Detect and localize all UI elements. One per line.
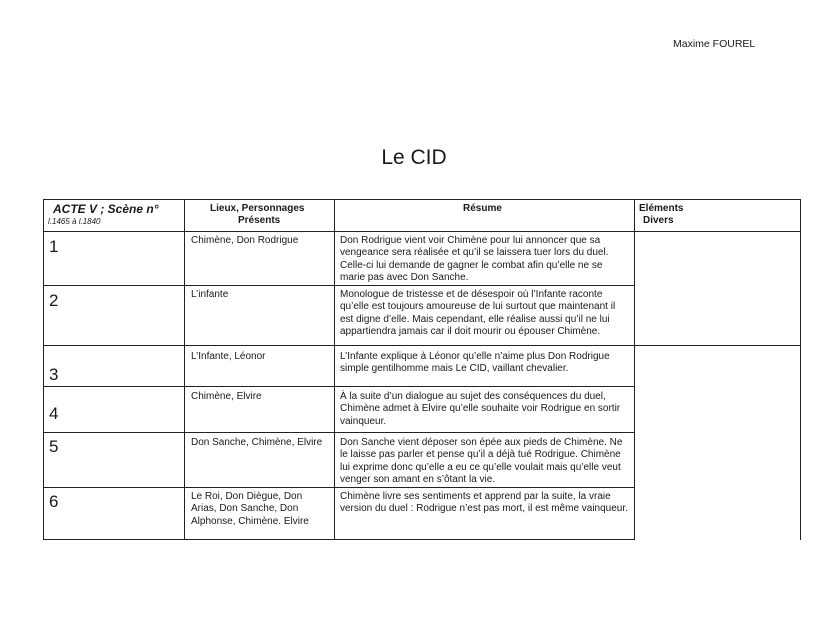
header-elements: Eléments: [639, 203, 684, 214]
header-divers: Divers: [643, 215, 674, 226]
column-divider: [334, 199, 335, 540]
header-lieux-personnages: Lieux, Personnages: [210, 203, 305, 214]
header-presents: Présents: [238, 215, 281, 226]
header-acte: ACTE V ; Scène n°: [53, 202, 159, 216]
resume-cell: Chimène livre ses sentiments et apprend par la suite, la vraie version du duel : Rodrigue n’est pas mort, il est même vainqueur.: [340, 491, 628, 515]
personnages-cell: Don Sanche, Chimène, Elvire: [191, 437, 323, 448]
row-divider: [43, 345, 801, 346]
resume-cell: À la suite d’un dialogue au sujet des conséquences du duel, Chimène admet à Elvire qu’elle souhaite voir Rodrigue en sortir vainqueur.: [340, 391, 621, 427]
scene-number: 4: [49, 404, 59, 423]
table-border-bottom: [43, 539, 634, 540]
resume-cell: Don Sanche vient déposer son épée aux pieds de Chimène. Ne le laisse pas parler et pense qu’il a déjà tué Rodrigue. Chimène lui exprime donc qu’elle a eu ce qu’elle voulait mais qu’elle veut venger son amant en s’ôtant la vie.: [340, 437, 623, 485]
scene-number: 3: [49, 365, 59, 384]
row-divider: [43, 386, 634, 387]
header-line-range: l.1465 à l.1840: [48, 217, 101, 226]
table-border-left: [43, 199, 44, 540]
author-name: Maxime FOUREL: [673, 38, 756, 50]
document-title: Le CID: [381, 146, 447, 169]
column-divider: [634, 199, 635, 540]
personnages-cell: L’Infante, Léonor: [191, 351, 266, 362]
row-divider: [43, 432, 634, 433]
personnages-cell: Le Roi, Don Diègue, Don Arias, Don Sanche, Don Alphonse, Chimène. Elvire: [191, 491, 309, 527]
header-resume: Résume: [463, 203, 502, 214]
column-divider: [184, 199, 185, 540]
resume-cell: L’Infante explique à Léonor qu’elle n’aime plus Don Rodrigue simple gentilhomme mais Le CID, vaillant chevalier.: [340, 351, 610, 375]
scene-number: 5: [49, 437, 59, 456]
personnages-cell: L’infante: [191, 289, 229, 300]
personnages-cell: Chimène, Elvire: [191, 391, 262, 402]
table-border-top: [43, 199, 801, 200]
row-divider: [43, 487, 634, 488]
header-divider: [43, 231, 801, 232]
resume-cell: Monologue de tristesse et de désespoir où l’Infante raconte qu’elle est toujours amoureuse de lui surtout que maintenant il est digne d’elle. Mais cependant, elle réalise aussi qu’il ne lui appartiendra jamais car il doit mourir ou épouser Chimène.: [340, 289, 616, 337]
row-divider: [43, 285, 634, 286]
personnages-cell: Chimène, Don Rodrigue: [191, 235, 299, 246]
scene-number: 2: [49, 291, 59, 310]
scene-number: 1: [49, 237, 59, 256]
scene-number: 6: [49, 492, 59, 511]
table-border-right: [800, 199, 801, 540]
resume-cell: Don Rodrigue vient voir Chimène pour lui annoncer que sa vengeance sera réalisée et qu’il se laissera tuer lors du duel. Celle-ci lui demande de gagner le combat afin qu’elle ne se marie pas avec Don Sanche.: [340, 235, 609, 283]
